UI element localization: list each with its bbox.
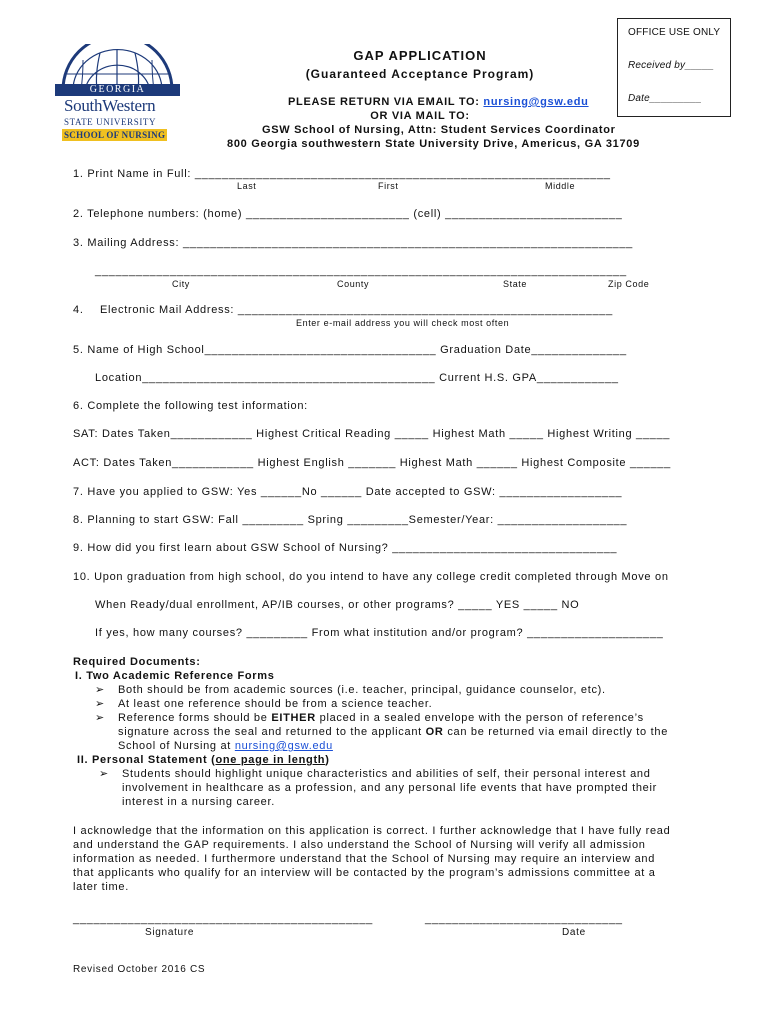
bullet-statement-2: involvement in healthcare as a profession, and any personal life events that have prompted their xyxy=(122,782,657,794)
bullet-statement-3: interest in a nursing career. xyxy=(122,796,275,808)
signature-label: Signature xyxy=(145,927,195,938)
logo-southwestern: SouthWestern xyxy=(64,96,156,115)
bullet-reference-forms-email: School of Nursing at nursing@gsw.edu xyxy=(118,740,333,752)
act-row[interactable]: ACT: Dates Taken____________ Highest English _______ Highest Math ______ Highest Composite ______ xyxy=(73,457,671,469)
gsw-logo xyxy=(55,44,180,144)
q1-last-label: Last xyxy=(237,181,257,191)
received-by-field: Received by_____ xyxy=(628,60,715,71)
q3-address-line2[interactable]: ______________________________________________________________________________ xyxy=(95,265,627,277)
logo-state-university: STATE UNIVERSITY xyxy=(64,117,157,127)
email-link[interactable]: nursing@gsw.edu xyxy=(483,96,589,108)
page-title: GAP APPLICATION xyxy=(353,48,487,63)
logo-school-of-nursing: SCHOOL OF NURSING xyxy=(64,130,166,140)
q6-test-info: 6. Complete the following test information: xyxy=(73,400,308,412)
q7-applied[interactable]: 7. Have you applied to GSW: Yes ______No ______ Date accepted to GSW: __________________ xyxy=(73,486,623,498)
signature-line[interactable]: ____________________________________________ xyxy=(73,913,373,925)
sat-row[interactable]: SAT: Dates Taken____________ Highest Critical Reading _____ Highest Math _____ Highest Writing _____ xyxy=(73,428,671,440)
q9-learn-about[interactable]: 9. How did you first learn about GSW School of Nursing? _________________________________ xyxy=(73,542,618,554)
bullet-academic-sources: Both should be from academic sources (i.e. teacher, principal, guidance counselor, etc). xyxy=(118,684,606,696)
bullet-reference-forms: Reference forms should be EITHER placed in a sealed envelope with the person of reference’s xyxy=(118,712,644,724)
office-use-title: OFFICE USE ONLY xyxy=(628,27,721,38)
q1-print-name[interactable]: 1. Print Name in Full: _____________________________________________________________ xyxy=(73,168,611,180)
arrow-bullet-icon: ➢ xyxy=(99,768,109,780)
q8-start-term[interactable]: 8. Planning to start GSW: Fall _________ Spring _________Semester/Year: ___________________ xyxy=(73,514,628,526)
attn-line: GSW School of Nursing, Attn: Student Services Coordinator xyxy=(262,124,616,136)
q2-telephone[interactable]: 2. Telephone numbers: (home) ________________________ (cell) __________________________ xyxy=(73,208,623,220)
footer-revised: Revised October 2016 CS xyxy=(73,964,206,975)
q5-location-gpa[interactable]: Location___________________________________________ Current H.S. GPA____________ xyxy=(95,372,619,384)
return-email-line xyxy=(288,96,589,108)
q3-zip-label: Zip Code xyxy=(608,279,650,289)
or-mail-line: OR VIA MAIL TO: xyxy=(370,110,470,122)
section-personal-statement: II. Personal Statement (one page in length) xyxy=(77,754,330,766)
logo-georgia: GEORGIA xyxy=(55,84,180,96)
arrow-bullet-icon: ➢ xyxy=(95,684,105,696)
bullet-science-teacher: At least one reference should be from a science teacher. xyxy=(118,698,433,710)
q4-email-note: Enter e-mail address you will check most often xyxy=(296,318,510,328)
ack-line-5: later time. xyxy=(73,881,129,893)
arrow-bullet-icon: ➢ xyxy=(95,698,105,710)
ack-line-4: that applicants who qualify for an interview will be contacted by the program’s admissions committee at a xyxy=(73,867,656,879)
bullet-reference-forms-cont: signature across the seal and returned to the applicant OR can be returned via email directly to the xyxy=(118,726,669,738)
q4-number: 4. xyxy=(73,304,84,316)
return-prefix: PLEASE RETURN VIA EMAIL TO: xyxy=(288,96,484,108)
date-line[interactable]: _____________________________ xyxy=(425,913,623,925)
address-line: 800 Georgia southwestern State University Drive, Americus, GA 31709 xyxy=(227,138,640,150)
bullet-statement-1: Students should highlight unique characteristics and abilities of self, their personal interest and xyxy=(122,768,651,780)
q10-college-credit: 10. Upon graduation from high school, do you intend to have any college credit completed through Move on xyxy=(73,571,669,583)
q3-state-label: State xyxy=(503,279,528,289)
ack-line-2: and understand the GAP requirements. I also understand the School of Nursing will verify all admission xyxy=(73,839,646,851)
q10-courses[interactable]: If yes, how many courses? _________ From what institution and/or program? ____________________ xyxy=(95,627,664,639)
arrow-bullet-icon: ➢ xyxy=(95,712,105,724)
page-subtitle: (Guaranteed Acceptance Program) xyxy=(305,67,535,81)
ack-line-3: information as needed. I furthermore understand that the School of Nursing may require an interview and xyxy=(73,853,656,865)
q3-county-label: County xyxy=(337,279,370,289)
ack-line-1: I acknowledge that the information on this application is correct. I further acknowledge that I have fully read xyxy=(73,825,671,837)
office-use-box xyxy=(617,18,731,117)
q1-first-label: First xyxy=(378,181,399,191)
section-reference-forms: I. Two Academic Reference Forms xyxy=(75,670,275,682)
q5-high-school[interactable]: 5. Name of High School__________________________________ Graduation Date______________ xyxy=(73,344,627,356)
q10-yes-no[interactable]: When Ready/dual enrollment, AP/IB courses, or other programs? _____ YES _____ NO xyxy=(95,599,580,611)
office-date-field: Date_________ xyxy=(628,93,702,104)
required-heading: Required Documents: xyxy=(73,656,201,668)
q1-middle-label: Middle xyxy=(545,181,576,191)
q3-city-label: City xyxy=(172,279,190,289)
q3-mailing-address[interactable]: 3. Mailing Address: __________________________________________________________________ xyxy=(73,237,633,249)
date-label: Date xyxy=(562,927,586,938)
q4-email-address[interactable]: Electronic Mail Address: _______________________________________________________ xyxy=(100,304,613,316)
email-link[interactable]: nursing@gsw.edu xyxy=(234,740,333,752)
